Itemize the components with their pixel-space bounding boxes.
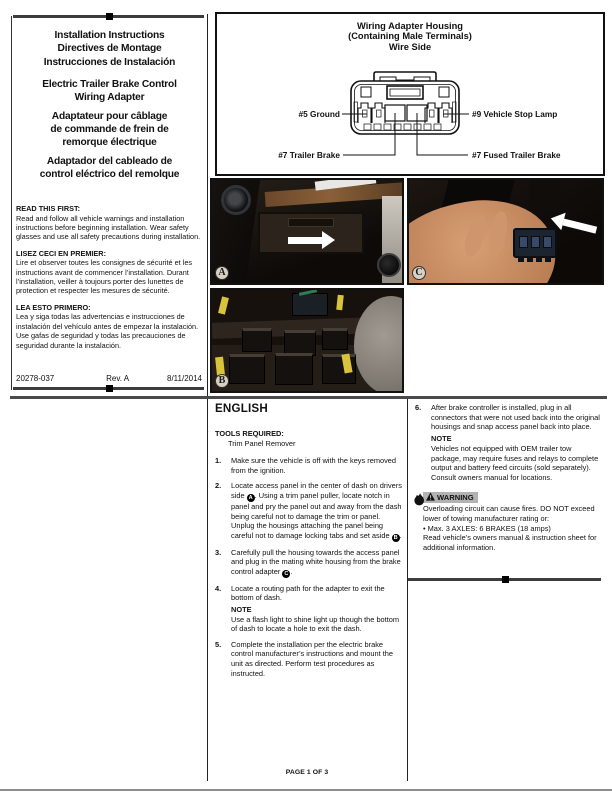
- title-line: remorque électrique: [62, 137, 157, 149]
- step-number: 1.: [215, 456, 222, 466]
- note-heading: NOTE: [431, 434, 452, 444]
- read-first-en: [16, 204, 202, 242]
- title-line: Directives de Montage: [57, 43, 162, 55]
- step-text: After brake controller is installed, plug in all connectors that were not used back into the original housings and snap access panel back into place. NOTE Vehicles not equipped with OEM trailer tow package, may require fuses and relays to complete output and battery feed circuits (sold separately). Consult owners manual for locations.: [431, 403, 603, 483]
- read-first-fr: [16, 249, 202, 296]
- warning-bullet: • Max. 3 AXLES: 6 BRAKES (18 amps): [423, 523, 551, 533]
- connector-pin: [545, 256, 551, 262]
- title-line: Instrucciones de Instalación: [43, 56, 176, 68]
- photo-ref-badge: C: [284, 571, 289, 578]
- pin-label-fused-trailer-brake: #7 Fused Trailer Brake: [472, 150, 561, 160]
- connector-block: [242, 328, 272, 352]
- product-title-es: [12, 155, 207, 181]
- document-meta-row: [16, 374, 202, 383]
- pin-label-vehicle-stop-lamp: #9 Vehicle Stop Lamp: [472, 109, 558, 119]
- read-first-heading: LISEZ CECI EN PREMIER:: [16, 248, 107, 258]
- wiring-diagram-box: [215, 12, 605, 176]
- warning-label: WARNING: [437, 493, 474, 503]
- pin-label-trailer-brake: #7 Trailer Brake: [278, 150, 340, 160]
- panel-notch: [288, 218, 334, 227]
- connector-pin: [536, 256, 542, 262]
- section-rule: [10, 396, 607, 399]
- tools-required-heading: TOOLS REQUIRED:: [215, 429, 284, 438]
- wired-connector: [292, 293, 328, 316]
- arrow-head: [322, 231, 335, 249]
- warning-chip: [423, 492, 478, 504]
- title-line: Electric Trailer Brake Control: [42, 79, 177, 91]
- page-bottom-edge: [0, 789, 612, 791]
- connector-block: [322, 328, 348, 350]
- title-line: Installation Instructions: [54, 30, 165, 41]
- title-line: de commande de frein de: [50, 124, 169, 136]
- connector-slot: [531, 236, 540, 248]
- yellow-tape: [215, 356, 225, 375]
- ignition-keyhole: [221, 185, 251, 215]
- diagram-title: [217, 21, 603, 52]
- diagram-title-line: Wiring Adapter Housing: [357, 21, 463, 31]
- photo-access-panel: [210, 178, 404, 285]
- read-first-block: [16, 204, 202, 350]
- connector-pin: [527, 256, 533, 262]
- column-divider-middle: [407, 399, 408, 781]
- photo-label-badge: A: [215, 266, 229, 280]
- revision: Rev. A: [106, 374, 130, 383]
- read-first-body: Lire et observer toutes les consignes de sécurité et les instructions avant de commencer l’installation. Durant l’installation, veiller à toujours porter des lunettes de protection et respecter les mesures de sécurité.: [16, 258, 193, 296]
- yellow-tape: [336, 295, 344, 311]
- title-line: Adaptateur pour câblage: [51, 111, 168, 123]
- step-number: 2.: [215, 481, 222, 491]
- photo-adapter-housing: [407, 178, 604, 285]
- connector-slot: [543, 236, 552, 248]
- document-title-multilang: [12, 29, 207, 69]
- diagram-title-line: Wire Side: [388, 41, 432, 52]
- step-text: Carefully pull the housing towards the access panel and plug in the mating white housing from the brake control adapter C .: [231, 547, 401, 578]
- instructions-column-right: [415, 403, 603, 553]
- note-body: Vehicles not equipped with OEM trailer tow package, may require fuses and relays to complete output and battery feed circuits (sold separately). Consult owners manual for locations.: [431, 443, 599, 482]
- product-title-fr: [12, 110, 207, 149]
- note-body: Use a flash light to shine light up though the bottom of dash to locate a hole to exit the dash.: [231, 614, 400, 634]
- read-first-body: Read and follow all vehicle warnings and installation instructions before beginning installation. Wear safety glasses and use all safety precautions during installation.: [16, 213, 201, 242]
- access-panel: [258, 212, 364, 254]
- instruction-step: [415, 403, 603, 483]
- flame-icon: [413, 493, 426, 507]
- photo-ref-badge: A: [248, 495, 253, 502]
- read-first-es: [16, 303, 202, 350]
- white-housing-connector: [513, 228, 557, 258]
- warning-heading: [423, 492, 603, 504]
- title-line: Adaptador del cableado de: [46, 156, 173, 168]
- instruction-step: [215, 640, 402, 679]
- section-title: ENGLISH: [215, 402, 268, 415]
- date: 8/11/2014: [167, 374, 202, 383]
- arrow-icon: [288, 231, 335, 250]
- warning-footer: Read vehicle’s owners manual & instruction sheet for additional information.: [423, 533, 597, 553]
- step-text: Locate a routing path for the adapter to exit the bottom of dash. NOTE Use a flash light to shine light up though the bottom of dash to locate a hole to exit the dash.: [231, 584, 402, 635]
- step-text: Make sure the vehicle is off with the keys removed from the ignition.: [231, 456, 396, 476]
- step-text: Complete the installation per the electric brake control manufacturer’s instructions and mount the unit as directed. Perform test procedures as instructed.: [231, 639, 393, 678]
- photo-behind-dash-connectors: [210, 288, 404, 393]
- step-text: Locate access panel in the center of dash on drivers side A . Using a trim panel puller, locate notch in panel and pry the panel out and away from the dash being careful not to damage the trim or panel. Unplug the housings attaching the panel being careful not to damage locking tabs and set aside B .: [231, 481, 402, 542]
- connector-pin: [518, 256, 524, 262]
- registration-rule-top: [13, 15, 204, 18]
- photo-ref-badge: B: [393, 535, 398, 542]
- step-note: [231, 605, 402, 634]
- instruction-step: [215, 481, 402, 542]
- under-dash-shadow: [529, 180, 560, 211]
- tools-required-item: Trim Panel Remover: [228, 438, 296, 448]
- pin-label-ground: #5 Ground: [298, 109, 340, 119]
- diagram-title-line: (Containing Male Terminals): [348, 31, 472, 42]
- registration-rule-right: [408, 578, 601, 581]
- arrow-shaft: [562, 219, 597, 234]
- yellow-tape: [218, 296, 229, 314]
- read-first-heading: READ THIS FIRST:: [16, 204, 81, 214]
- warning-triangle-icon: [426, 492, 435, 501]
- warning-body: Overloading circuit can cause fires. DO NOT exceed lower of towing manufacturer rating or:: [423, 504, 595, 524]
- title-line: Wiring Adapter: [74, 92, 145, 104]
- connector-block: [275, 353, 313, 385]
- step-number: 4.: [215, 583, 222, 593]
- instruction-step: [215, 548, 402, 578]
- part-number: 20278-037: [16, 374, 55, 383]
- steps-list: [215, 456, 402, 678]
- connector-slot: [519, 236, 528, 248]
- steps-list: [415, 403, 603, 483]
- instruction-step: [215, 456, 402, 475]
- photo-label-badge: B: [215, 374, 229, 388]
- dash-knob: [377, 253, 401, 277]
- warning-block: [423, 492, 603, 553]
- title-line: control eléctrico del remolque: [39, 169, 180, 181]
- instructions-column-left: [215, 429, 402, 684]
- step-number: 5.: [215, 639, 222, 649]
- title-panel: [11, 16, 207, 390]
- photo-label-badge: C: [412, 266, 426, 280]
- connector-block: [229, 354, 265, 384]
- read-first-heading: LEA ESTO PRIMERO:: [16, 302, 91, 312]
- instruction-step: [215, 584, 402, 635]
- product-title-en: [12, 78, 207, 104]
- arrow-shaft: [288, 237, 322, 244]
- step-number: 6.: [415, 403, 422, 412]
- page-number: PAGE 1 OF 3: [285, 769, 329, 776]
- step-note: [431, 434, 603, 483]
- note-heading: NOTE: [231, 604, 252, 614]
- read-first-body: Lea y siga todas las advertencias e instrucciones de instalación del vehículo antes de empezar la instalación. Use gafas de seguridad y todas las precauciones de seguridad durante la instalación.: [16, 312, 199, 350]
- registration-rule-bottom: [13, 387, 204, 390]
- step-number: 3.: [215, 547, 222, 557]
